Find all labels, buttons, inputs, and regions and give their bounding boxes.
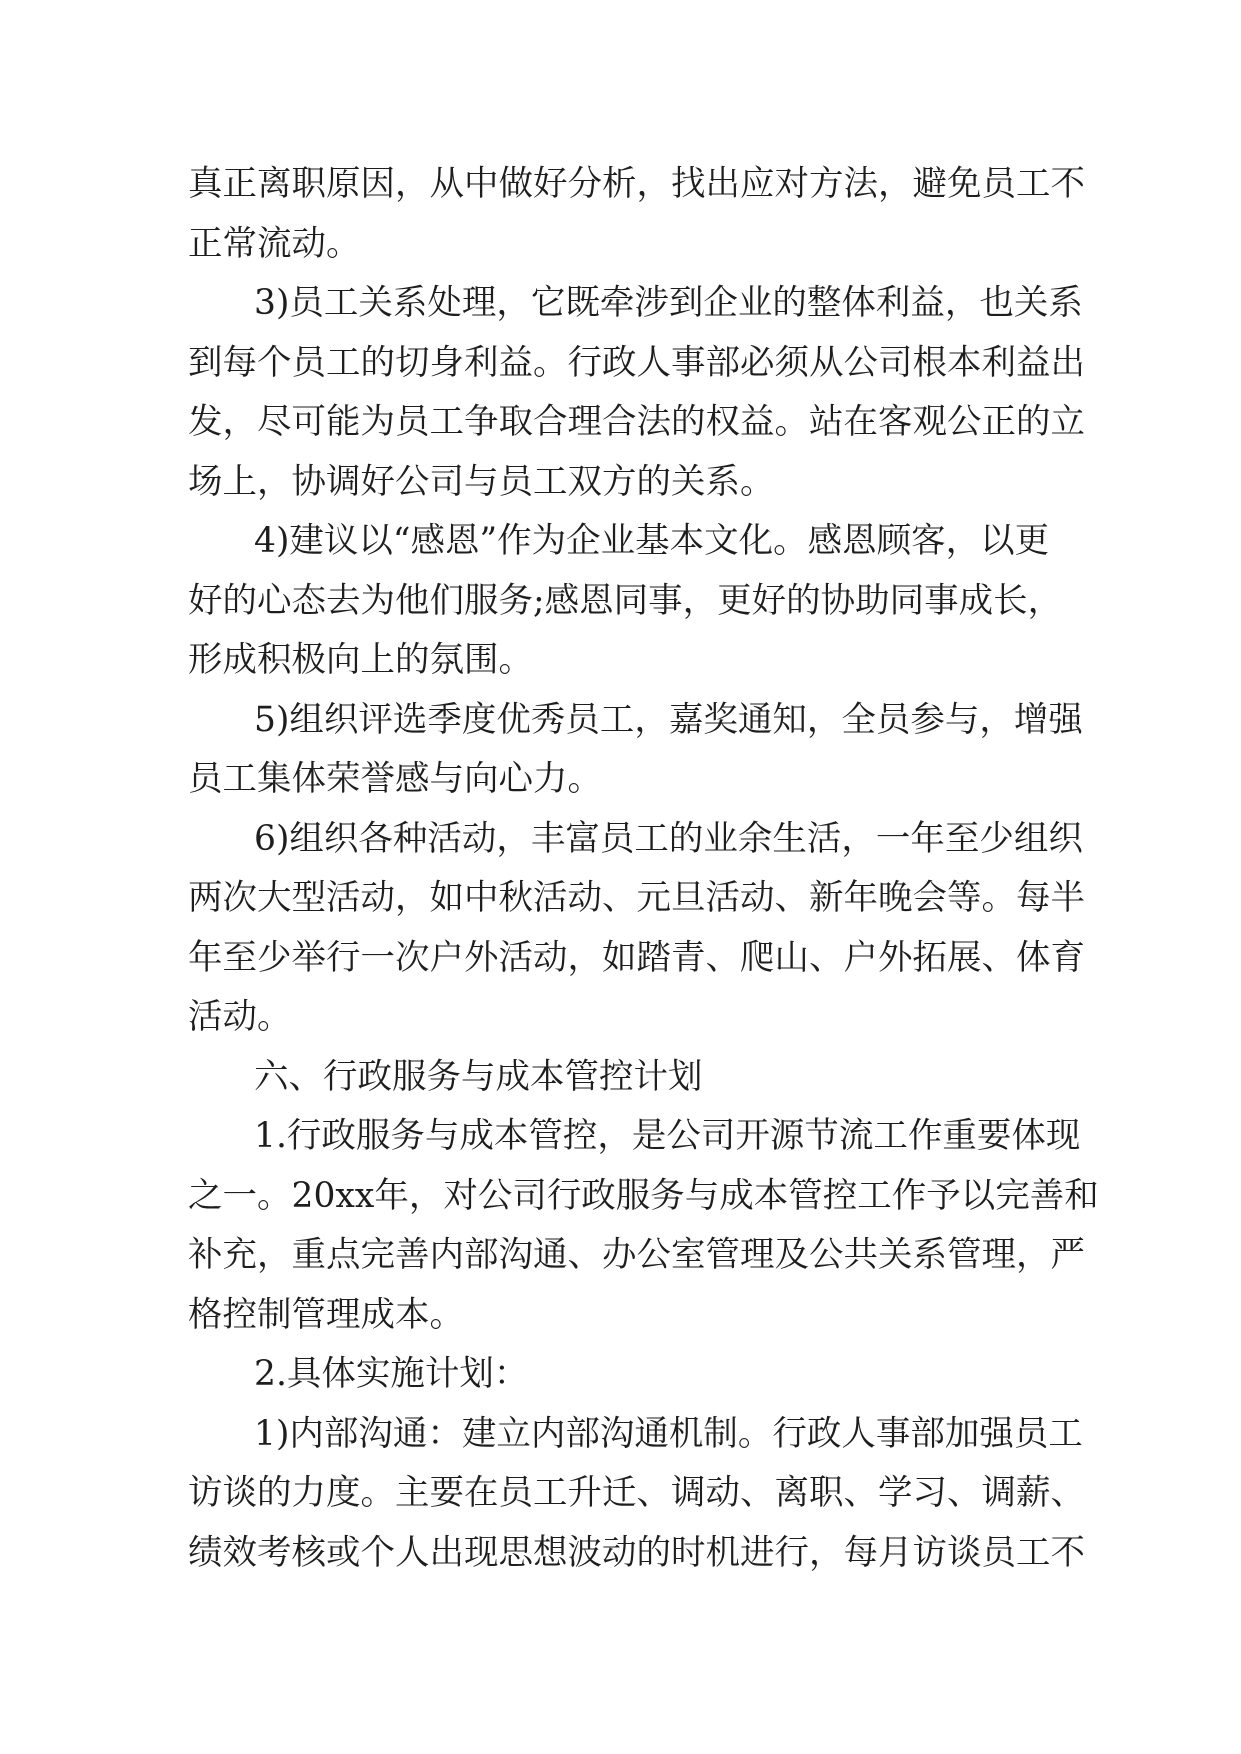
text-line: 3)员工关系处理，它既牵涉到企业的整体利益，也关系 bbox=[254, 283, 1083, 323]
text-line: 真正离职原因，从中做好分析，找出应对方法，避免员工不 bbox=[188, 164, 1085, 204]
text-line: 场上，协调好公司与员工双方的关系。 bbox=[188, 461, 775, 502]
text-line: 6)组织各种活动，丰富员工的业余生活，一年至少组织 bbox=[254, 818, 1083, 859]
text-line: 年至少举行一次户外活动，如踏青、爬山、户外拓展、体育 bbox=[188, 937, 1085, 978]
document-body bbox=[188, 155, 1099, 1583]
text-line: 到每个员工的切身利益。行政人事部必须从公司根本利益出 bbox=[188, 342, 1085, 383]
text-line: 格控制管理成本。 bbox=[188, 1294, 464, 1335]
text-line: 之一。20xx年，对公司行政服务与成本管控工作予以完善和 bbox=[188, 1175, 1099, 1216]
text-line: 好的心态去为他们服务;感恩同事，更好的协助同事成长， bbox=[188, 580, 1063, 621]
text-line: 员工集体荣誉感与向心力。 bbox=[188, 759, 602, 799]
text-line: 两次大型活动，如中秋活动、元旦活动、新年晚会等。每半 bbox=[188, 878, 1085, 918]
text-line: 六、行政服务与成本管控计划 bbox=[254, 1056, 703, 1097]
text-line: 5)组织评选季度优秀员工，嘉奖通知，全员参与，增强 bbox=[254, 699, 1083, 740]
text-line: 2.具体实施计划： bbox=[254, 1354, 529, 1394]
text-line: 4)建议以“感恩”作为企业基本文化。感恩顾客，以更 bbox=[254, 521, 1050, 561]
text-line: 1)内部沟通：建立内部沟通机制。行政人事部加强员工 bbox=[254, 1413, 1083, 1454]
text-line: 1.行政服务与成本管控，是公司开源节流工作重要体现 bbox=[254, 1116, 1081, 1156]
text-line: 活动。 bbox=[188, 997, 292, 1037]
text-line: 补充，重点完善内部沟通、办公室管理及公共关系管理，严 bbox=[188, 1235, 1085, 1275]
text-line: 绩效考核或个人出现思想波动的时机进行，每月访谈员工不 bbox=[188, 1532, 1085, 1573]
text-line: 访谈的力度。主要在员工升迁、调动、离职、学习、调薪、 bbox=[188, 1473, 1085, 1513]
text-line: 正常流动。 bbox=[188, 223, 361, 264]
text-line: 形成积极向上的氛围。 bbox=[188, 640, 533, 680]
text-line: 发，尽可能为员工争取合理合法的权益。站在客观公正的立 bbox=[188, 402, 1085, 442]
